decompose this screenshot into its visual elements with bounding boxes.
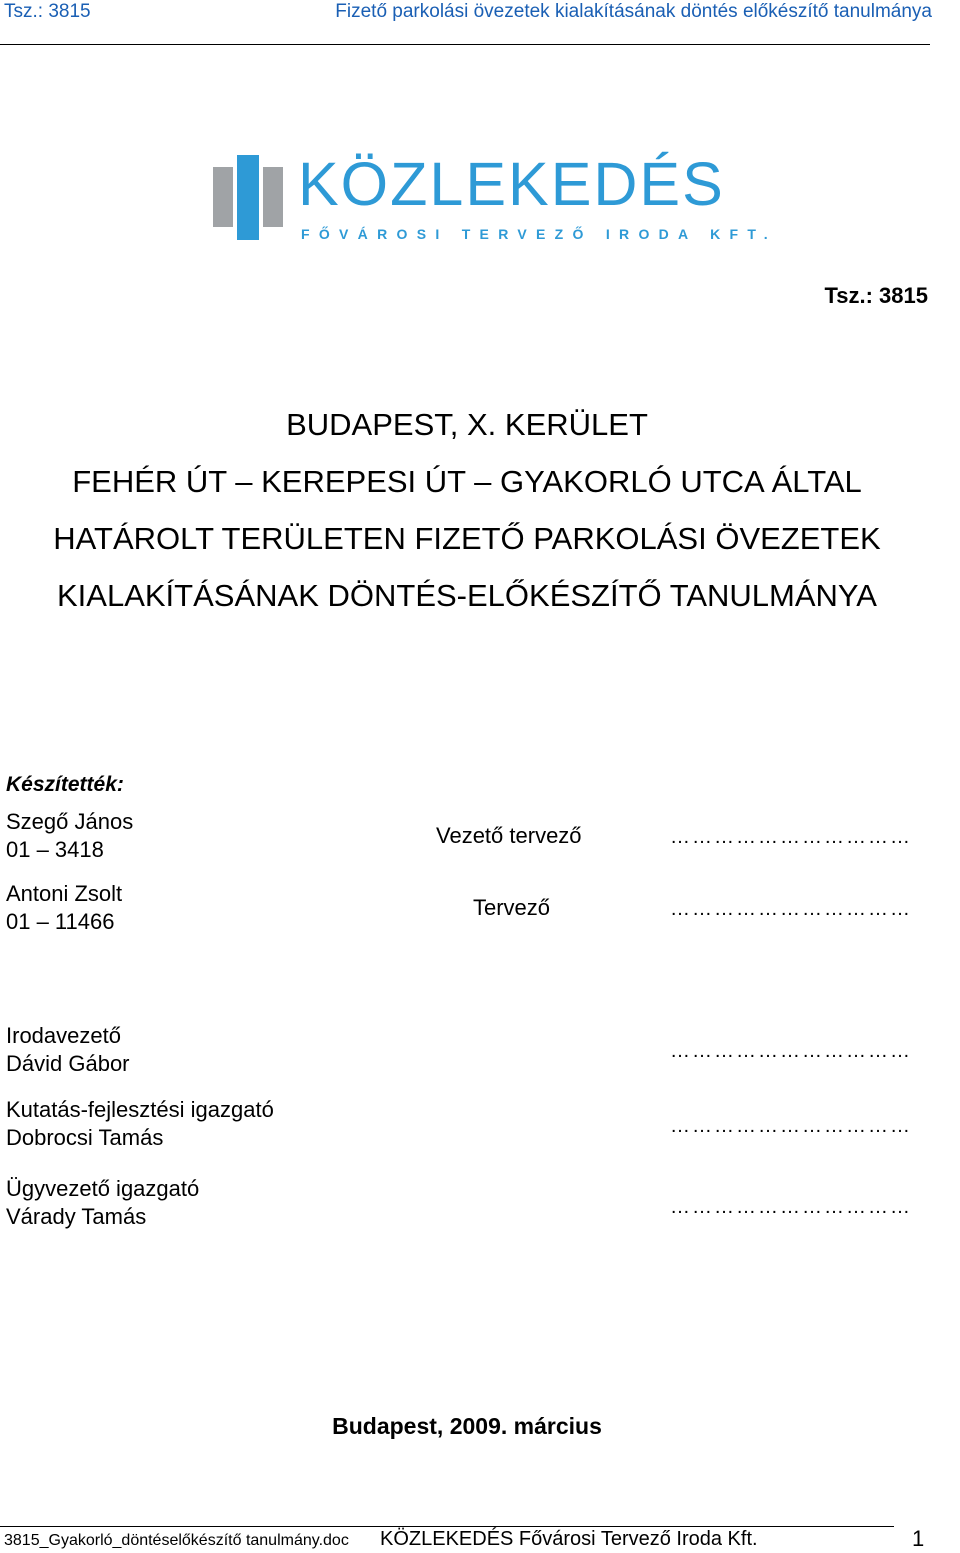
approver-title: Ügyvezető igazgató (6, 1176, 200, 1201)
page-number: 1 (912, 1526, 925, 1551)
header-ref: Tsz.: 3815 (4, 1, 91, 22)
author-name: Szegő János (6, 809, 134, 834)
author-role: Tervező (473, 895, 551, 920)
approver-title: Kutatás-fejlesztési igazgató (6, 1097, 274, 1122)
title-line-2: FEHÉR ÚT – KEREPESI ÚT – GYAKORLÓ UTCA ÁLTAL (72, 464, 862, 499)
logo-mark-icon (213, 155, 285, 240)
document-number: Tsz.: 3815 (824, 283, 928, 308)
approver-name: Dávid Gábor (6, 1051, 130, 1076)
signature-line: …………………………… (670, 1196, 912, 1218)
company-logo (213, 150, 777, 245)
signature-line: …………………………… (670, 826, 912, 848)
place-and-date: Budapest, 2009. március (332, 1413, 602, 1439)
signature-line: …………………………… (670, 898, 912, 920)
approver-title: Irodavezető (6, 1023, 121, 1048)
author-id: 01 – 3418 (6, 837, 104, 862)
author-role: Vezető tervező (436, 823, 582, 848)
logo-wordmark: KÖZLEKEDÉS (298, 150, 725, 218)
footer-filename: 3815_Gyakorló_döntéselőkészítő tanulmány.doc (4, 1532, 349, 1549)
header-rule (0, 44, 930, 45)
title-line-4: KIALAKÍTÁSÁNAK DÖNTÉS-ELŐKÉSZÍTŐ TANULMÁNYA (57, 578, 877, 613)
approver-name: Várady Tamás (6, 1204, 147, 1229)
approver-name: Dobrocsi Tamás (6, 1125, 164, 1150)
footer-rule (0, 1526, 894, 1527)
title-line-1: BUDAPEST, X. KERÜLET (286, 407, 648, 442)
signature-line: …………………………… (670, 1115, 912, 1137)
author-id: 01 – 11466 (6, 909, 115, 934)
signature-line: …………………………… (670, 1040, 912, 1062)
logo-subline: FŐVÁROSI TERVEZŐ IRODA KFT. (301, 226, 777, 242)
author-name: Antoni Zsolt (6, 881, 123, 906)
title-line-3: HATÁROLT TERÜLETEN FIZETŐ PARKOLÁSI ÖVEZETEK (53, 521, 881, 556)
header-title: Fizető parkolási övezetek kialakításának döntés előkészítő tanulmánya (335, 1, 932, 22)
footer-firm: KÖZLEKEDÉS Fővárosi Tervező Iroda Kft. (380, 1528, 758, 1550)
prepared-by-label: Készítették: (6, 773, 124, 796)
